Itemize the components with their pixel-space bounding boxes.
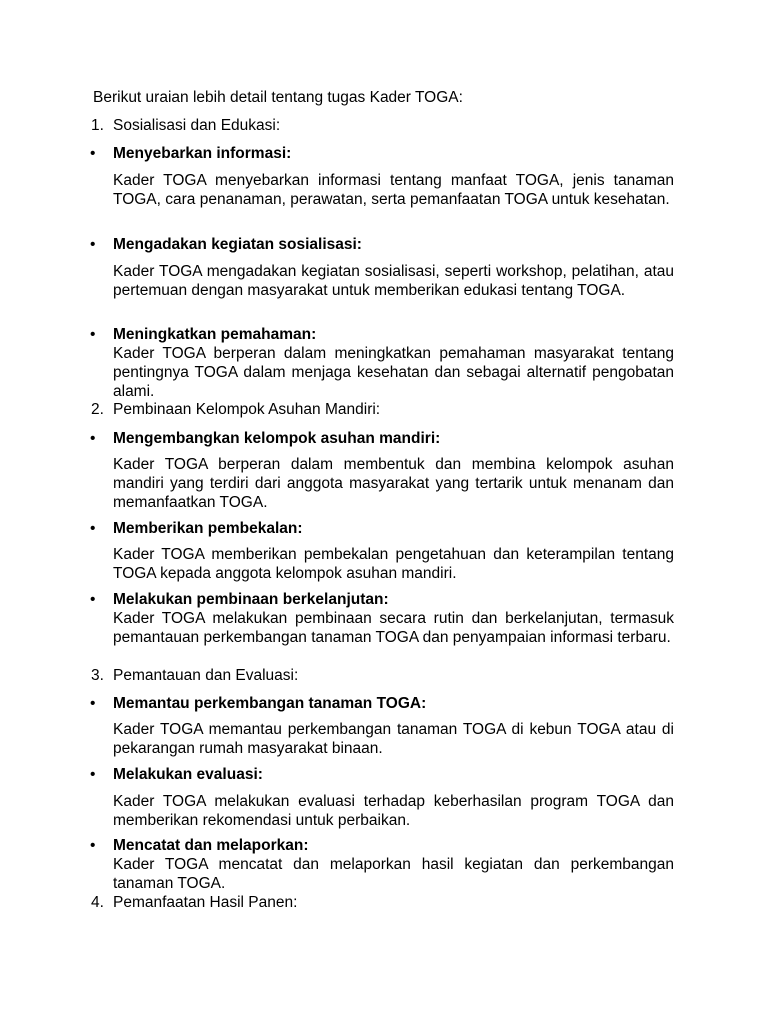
intro-text: Berikut uraian lebih detail tentang tugas Kader TOGA: [93,89,463,106]
bullet-paragraph: Kader TOGA mengadakan kegiatan sosialisasi, seperti workshop, pelatihan, atau pertemuan dengan masyarakat untuk memberikan edukasi tentang TOGA. [113,263,674,300]
bullet-paragraph: Kader TOGA memantau perkembangan tanaman TOGA di kebun TOGA atau di pekarangan rumah masyarakat binaan. [113,721,674,758]
bullet-icon: • [90,695,96,712]
bullet-paragraph: Kader TOGA mencatat dan melaporkan hasil kegiatan dan perkembangan tanaman TOGA. [113,856,674,893]
section-heading-1: 1. Sosialisasi dan Edukasi: [91,117,281,134]
bullet-heading: • Memantau perkembangan tanaman TOGA: [90,695,427,712]
bullet-paragraph: Kader TOGA berperan dalam membentuk dan membina kelompok asuhan mandiri yang terdiri dari anggota masyarakat yang tertarik untuk menanam dan memanfaatkan TOGA. [113,456,674,512]
bullet-icon: • [90,591,96,608]
bullet-paragraph: Kader TOGA berperan dalam meningkatkan pemahaman masyarakat tentang pentingnya TOGA dalam menjaga kesehatan dan sebagai alternatif pengobatan alami. [113,345,674,401]
section-heading-2: 2. Pembinaan Kelompok Asuhan Mandiri: [91,401,381,418]
bullet-heading: • Memberikan pembekalan: [90,520,303,537]
section-heading-3: 3. Pemantauan dan Evaluasi: [91,667,299,684]
bullet-paragraph: Kader TOGA melakukan pembinaan secara rutin dan berkelanjutan, termasuk pemantauan perkembangan tanaman TOGA dan penyampaian informasi terbaru. [113,610,674,647]
bullet-paragraph: Kader TOGA melakukan evaluasi terhadap keberhasilan program TOGA dan memberikan rekomendasi untuk perbaikan. [113,793,674,830]
bullet-icon: • [90,837,96,854]
bullet-icon: • [90,145,96,162]
bullet-heading: • Meningkatkan pemahaman: [90,326,317,343]
bullet-heading: • Mengembangkan kelompok asuhan mandiri: [90,430,441,447]
bullet-heading: • Melakukan evaluasi: [90,766,263,783]
bullet-heading: • Menyebarkan informasi: [90,145,292,162]
bullet-heading: • Mencatat dan melaporkan: [90,837,309,854]
bullet-icon: • [90,236,96,253]
bullet-icon: • [90,430,96,447]
bullet-paragraph: Kader TOGA memberikan pembekalan pengetahuan dan keterampilan tentang TOGA kepada anggota kelompok asuhan mandiri. [113,546,674,583]
bullet-icon: • [90,520,96,537]
bullet-icon: • [90,326,96,343]
bullet-heading: • Melakukan pembinaan berkelanjutan: [90,591,389,608]
section-heading-4: 4. Pemanfaatan Hasil Panen: [91,894,298,911]
bullet-heading: • Mengadakan kegiatan sosialisasi: [90,236,362,253]
bullet-paragraph: Kader TOGA menyebarkan informasi tentang manfaat TOGA, jenis tanaman TOGA, cara penanaman, perawatan, serta pemanfaatan TOGA untuk kesehatan. [113,172,674,209]
bullet-icon: • [90,766,96,783]
